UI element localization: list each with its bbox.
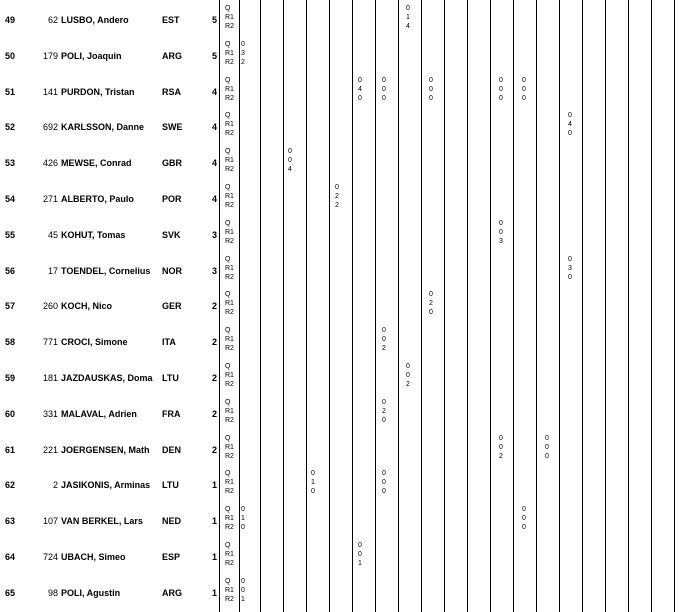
score-digits — [239, 577, 247, 604]
points-cell: 4 — [211, 86, 217, 97]
bib-cell: 179 — [42, 50, 58, 61]
athlete-name-cell: KARLSSON, Danne — [61, 122, 145, 133]
round-label: R1 — [225, 157, 234, 165]
athlete-name-cell: CROCI, Simone — [61, 337, 128, 348]
round-label: R2 — [225, 416, 234, 424]
athlete-name-cell: ALBERTO, Paulo — [61, 194, 134, 204]
athlete-name-cell: JOERGENSEN, Math — [61, 444, 150, 455]
score-digit: 0 — [568, 273, 572, 281]
round-label: Q — [225, 470, 231, 478]
score-digit: 0 — [522, 515, 526, 523]
round-label: R1 — [225, 479, 234, 487]
score-digits — [356, 76, 364, 103]
table-row — [0, 72, 685, 108]
score-digit: 0 — [568, 112, 572, 120]
round-label: R2 — [225, 488, 234, 496]
rank-cell: 51 — [5, 86, 16, 97]
score-digit: 0 — [241, 40, 245, 48]
score-digit: 1 — [406, 14, 410, 21]
points-cell: 4 — [211, 122, 217, 133]
round-label: R1 — [225, 551, 234, 558]
rank-cell: 54 — [5, 194, 16, 204]
rank-cell: 50 — [5, 50, 16, 61]
nation-cell: NOR — [162, 265, 182, 276]
bib-cell: 260 — [42, 301, 58, 312]
points-cell: 1 — [211, 480, 217, 491]
score-digit: 4 — [568, 121, 572, 129]
points-cell: 1 — [211, 552, 217, 562]
bib-cell: 17 — [47, 265, 58, 276]
athlete-name-cell: POLI, Agustin — [61, 587, 121, 598]
bib-cell: 771 — [42, 337, 58, 348]
score-digit: 0 — [522, 76, 526, 84]
round-label: Q — [225, 255, 231, 263]
score-digit: 3 — [499, 237, 503, 245]
points-cell: 3 — [211, 229, 217, 240]
athlete-name-cell: POLI, Joaquin — [61, 50, 122, 61]
score-digit: 0 — [429, 309, 433, 317]
round-label: R1 — [225, 85, 234, 93]
round-label: R2 — [225, 273, 234, 281]
score-digits — [543, 434, 551, 461]
athlete-name-cell: VAN BERKEL, Lars — [61, 516, 143, 527]
score-digit: 0 — [429, 85, 433, 93]
athlete-name-cell: JAZDAUSKAS, Doma — [61, 373, 153, 383]
points-cell: 4 — [211, 194, 217, 204]
score-digits — [333, 183, 341, 210]
bib-cell: 141 — [42, 86, 58, 97]
score-digit: 0 — [382, 470, 386, 478]
round-label: Q — [225, 577, 231, 585]
round-label: R2 — [225, 202, 234, 209]
round-label: R1 — [225, 228, 234, 236]
rank-cell: 63 — [5, 516, 16, 527]
round-label: Q — [225, 363, 231, 370]
bib-cell: 724 — [42, 552, 58, 562]
score-digit: 1 — [241, 515, 245, 523]
score-digit: 0 — [358, 551, 362, 558]
score-digits — [380, 469, 388, 496]
score-digits — [520, 76, 528, 103]
score-digit: 0 — [358, 76, 362, 84]
table-row — [0, 143, 685, 179]
score-digit: 2 — [382, 345, 386, 353]
score-digit: 0 — [382, 416, 386, 424]
score-digit: 2 — [335, 193, 339, 200]
table-row — [0, 537, 685, 573]
round-label: R2 — [225, 130, 234, 138]
round-label: Q — [225, 184, 231, 191]
score-digit: 0 — [241, 524, 245, 532]
score-digits — [404, 362, 412, 389]
score-digit: 0 — [568, 130, 572, 138]
round-label: R2 — [225, 23, 234, 30]
table-row — [0, 573, 685, 609]
athlete-name-cell: MEWSE, Conrad — [61, 158, 132, 169]
bib-cell: 62 — [47, 15, 58, 25]
round-label: Q — [225, 112, 231, 120]
bib-cell: 181 — [42, 373, 58, 383]
round-label: R1 — [225, 121, 234, 129]
nation-cell: DEN — [162, 444, 182, 455]
nation-cell: LTU — [162, 373, 179, 383]
score-digits — [380, 326, 388, 353]
score-digit: 0 — [406, 363, 410, 370]
round-label: R2 — [225, 595, 234, 603]
rank-cell: 49 — [5, 15, 16, 25]
table-row — [0, 394, 685, 430]
round-label: R2 — [225, 94, 234, 102]
nation-cell: POR — [162, 194, 182, 204]
score-digit: 0 — [382, 398, 386, 406]
score-digit: 3 — [241, 49, 245, 57]
score-digit: 0 — [499, 219, 503, 227]
score-digit: 0 — [241, 586, 245, 594]
nation-cell: FRA — [162, 408, 181, 419]
round-label: R1 — [225, 515, 234, 523]
score-digit: 0 — [382, 488, 386, 496]
round-label: R2 — [225, 560, 234, 567]
points-cell: 1 — [211, 516, 217, 527]
athlete-name-cell: KOCH, Nico — [61, 301, 113, 312]
points-cell: 2 — [211, 408, 217, 419]
nation-cell: LTU — [162, 480, 179, 491]
score-digits — [380, 76, 388, 103]
table-row — [0, 286, 685, 322]
score-digit: 0 — [241, 577, 245, 585]
score-digit: 0 — [406, 372, 410, 379]
score-digits — [427, 290, 435, 317]
round-label: Q — [225, 5, 231, 12]
round-label: Q — [225, 327, 231, 335]
nation-cell: ITA — [162, 337, 176, 348]
athlete-name-cell: KOHUT, Tomas — [61, 229, 126, 240]
score-digit: 0 — [406, 5, 410, 12]
score-digit: 0 — [429, 291, 433, 299]
round-label: R2 — [225, 237, 234, 245]
athlete-name-cell: LUSBO, Andero — [61, 15, 129, 25]
score-digit: 0 — [288, 157, 292, 165]
score-digit: 0 — [522, 94, 526, 102]
score-digit: 2 — [499, 452, 503, 460]
round-label: Q — [225, 506, 231, 514]
bib-cell: 271 — [42, 194, 58, 204]
rank-cell: 64 — [5, 552, 16, 562]
score-digit: 2 — [406, 381, 410, 388]
round-label: Q — [225, 434, 231, 442]
score-digit: 2 — [241, 58, 245, 66]
score-digit: 0 — [545, 452, 549, 460]
rank-cell: 58 — [5, 337, 16, 348]
score-digit: 0 — [522, 524, 526, 532]
rank-cell: 55 — [5, 229, 16, 240]
score-digit: 0 — [568, 255, 572, 263]
rank-cell: 61 — [5, 444, 16, 455]
score-digits — [520, 505, 528, 532]
round-label: R1 — [225, 443, 234, 451]
bib-cell: 692 — [42, 122, 58, 133]
table-row — [0, 501, 685, 537]
score-digit: 0 — [499, 94, 503, 102]
score-digit: 0 — [499, 85, 503, 93]
table-row — [0, 107, 685, 143]
points-cell: 2 — [211, 337, 217, 348]
score-digits — [404, 4, 412, 31]
athlete-name-cell: TOENDEL, Cornelius — [61, 265, 151, 276]
round-label: R1 — [225, 193, 234, 200]
score-digit: 2 — [335, 202, 339, 209]
athlete-name-cell: PURDON, Tristan — [61, 86, 135, 97]
table-row — [0, 215, 685, 251]
score-digit: 0 — [358, 94, 362, 102]
score-digit: 4 — [288, 166, 292, 174]
nation-cell: SWE — [162, 122, 183, 133]
round-label: R2 — [225, 524, 234, 532]
nation-cell: RSA — [162, 86, 182, 97]
points-cell: 2 — [211, 301, 217, 312]
bib-cell: 45 — [47, 229, 58, 240]
table-row — [0, 0, 685, 36]
score-digit: 0 — [382, 76, 386, 84]
score-digit: 0 — [545, 443, 549, 451]
score-digit: 3 — [568, 264, 572, 272]
rank-cell: 59 — [5, 373, 16, 383]
rank-cell: 62 — [5, 480, 16, 491]
score-digits — [497, 434, 505, 461]
round-label: Q — [225, 542, 231, 549]
nation-cell: GER — [162, 301, 182, 312]
round-label: Q — [225, 148, 231, 156]
points-cell: 2 — [211, 373, 217, 383]
round-label: Q — [225, 219, 231, 227]
table-row — [0, 36, 685, 72]
round-label: R1 — [225, 586, 234, 594]
score-digits — [356, 541, 364, 568]
round-label: R1 — [225, 407, 234, 415]
score-digit: 2 — [429, 300, 433, 308]
round-label: R2 — [225, 58, 234, 66]
round-label: R1 — [225, 336, 234, 344]
bib-cell: 2 — [52, 480, 58, 491]
score-digit: 0 — [522, 506, 526, 514]
score-digit: 1 — [311, 479, 315, 487]
score-digit: 0 — [382, 94, 386, 102]
athlete-name-cell: UBACH, Simeo — [61, 552, 126, 562]
score-digit: 0 — [382, 85, 386, 93]
nation-cell: ARG — [162, 50, 182, 61]
round-label: Q — [225, 291, 231, 299]
table-row — [0, 179, 685, 215]
score-digit: 1 — [358, 560, 362, 567]
round-label: R2 — [225, 381, 234, 388]
round-label: R2 — [225, 166, 234, 174]
rank-cell: 65 — [5, 587, 16, 598]
nation-cell: SVK — [162, 229, 181, 240]
score-digit: 0 — [429, 94, 433, 102]
score-digit: 0 — [335, 184, 339, 191]
nation-cell: NED — [162, 516, 182, 527]
nation-cell: ARG — [162, 587, 182, 598]
score-digits — [497, 76, 505, 103]
points-cell: 1 — [211, 587, 217, 598]
score-digits — [239, 505, 247, 532]
score-digit: 0 — [241, 506, 245, 514]
table-row — [0, 465, 685, 501]
nation-cell: GBR — [162, 158, 182, 169]
score-digit: 0 — [311, 470, 315, 478]
score-digit: 0 — [382, 327, 386, 335]
score-digits — [286, 147, 294, 174]
round-label: R2 — [225, 345, 234, 353]
athlete-name-cell: JASIKONIS, Arminas — [61, 480, 151, 491]
table-row — [0, 430, 685, 466]
score-digit: 0 — [311, 488, 315, 496]
round-label: R1 — [225, 49, 234, 57]
score-digit: 0 — [382, 336, 386, 344]
round-label: R1 — [225, 300, 234, 308]
round-label: R1 — [225, 264, 234, 272]
table-row — [0, 358, 685, 394]
score-digits — [427, 76, 435, 103]
score-digits — [497, 219, 505, 246]
table-row — [0, 322, 685, 358]
score-digit: 0 — [499, 228, 503, 236]
bib-cell: 331 — [42, 408, 58, 419]
round-label: R2 — [225, 309, 234, 317]
score-digits — [380, 398, 388, 425]
score-digit: 2 — [382, 407, 386, 415]
rank-cell: 52 — [5, 122, 16, 133]
score-digit: 0 — [382, 479, 386, 487]
rank-cell: 56 — [5, 265, 16, 276]
athlete-name-cell: MALAVAL, Adrien — [61, 408, 137, 419]
score-digit: 0 — [499, 443, 503, 451]
points-cell: 5 — [211, 50, 217, 61]
round-label: R1 — [225, 372, 234, 379]
score-digit: 4 — [406, 23, 410, 30]
score-digit: 0 — [522, 85, 526, 93]
score-digits — [239, 40, 247, 67]
round-label: Q — [225, 398, 231, 406]
points-cell: 2 — [211, 444, 217, 455]
table-row — [0, 251, 685, 287]
score-digit: 0 — [545, 434, 549, 442]
bib-cell: 426 — [42, 158, 58, 169]
points-cell: 3 — [211, 265, 217, 276]
score-digit: 4 — [358, 85, 362, 93]
score-digits — [566, 255, 574, 282]
rank-cell: 53 — [5, 158, 16, 169]
score-digit: 0 — [358, 542, 362, 549]
score-digits — [566, 111, 574, 138]
bib-cell: 98 — [47, 587, 58, 598]
score-digit: 0 — [429, 76, 433, 84]
points-cell: 4 — [211, 158, 217, 169]
points-cell: 5 — [211, 15, 217, 25]
round-label: R2 — [225, 452, 234, 460]
score-digit: 0 — [288, 148, 292, 156]
score-digit: 1 — [241, 595, 245, 603]
nation-cell: ESP — [162, 552, 181, 562]
round-label: Q — [225, 76, 231, 84]
score-digits — [309, 469, 317, 496]
score-digit: 0 — [499, 76, 503, 84]
bib-cell: 107 — [42, 516, 58, 527]
rank-cell: 60 — [5, 408, 16, 419]
rank-cell: 57 — [5, 301, 16, 312]
bib-cell: 221 — [42, 444, 58, 455]
score-digit: 0 — [499, 434, 503, 442]
round-label: Q — [225, 40, 231, 48]
nation-cell: EST — [162, 15, 180, 25]
round-label: R1 — [225, 14, 234, 21]
